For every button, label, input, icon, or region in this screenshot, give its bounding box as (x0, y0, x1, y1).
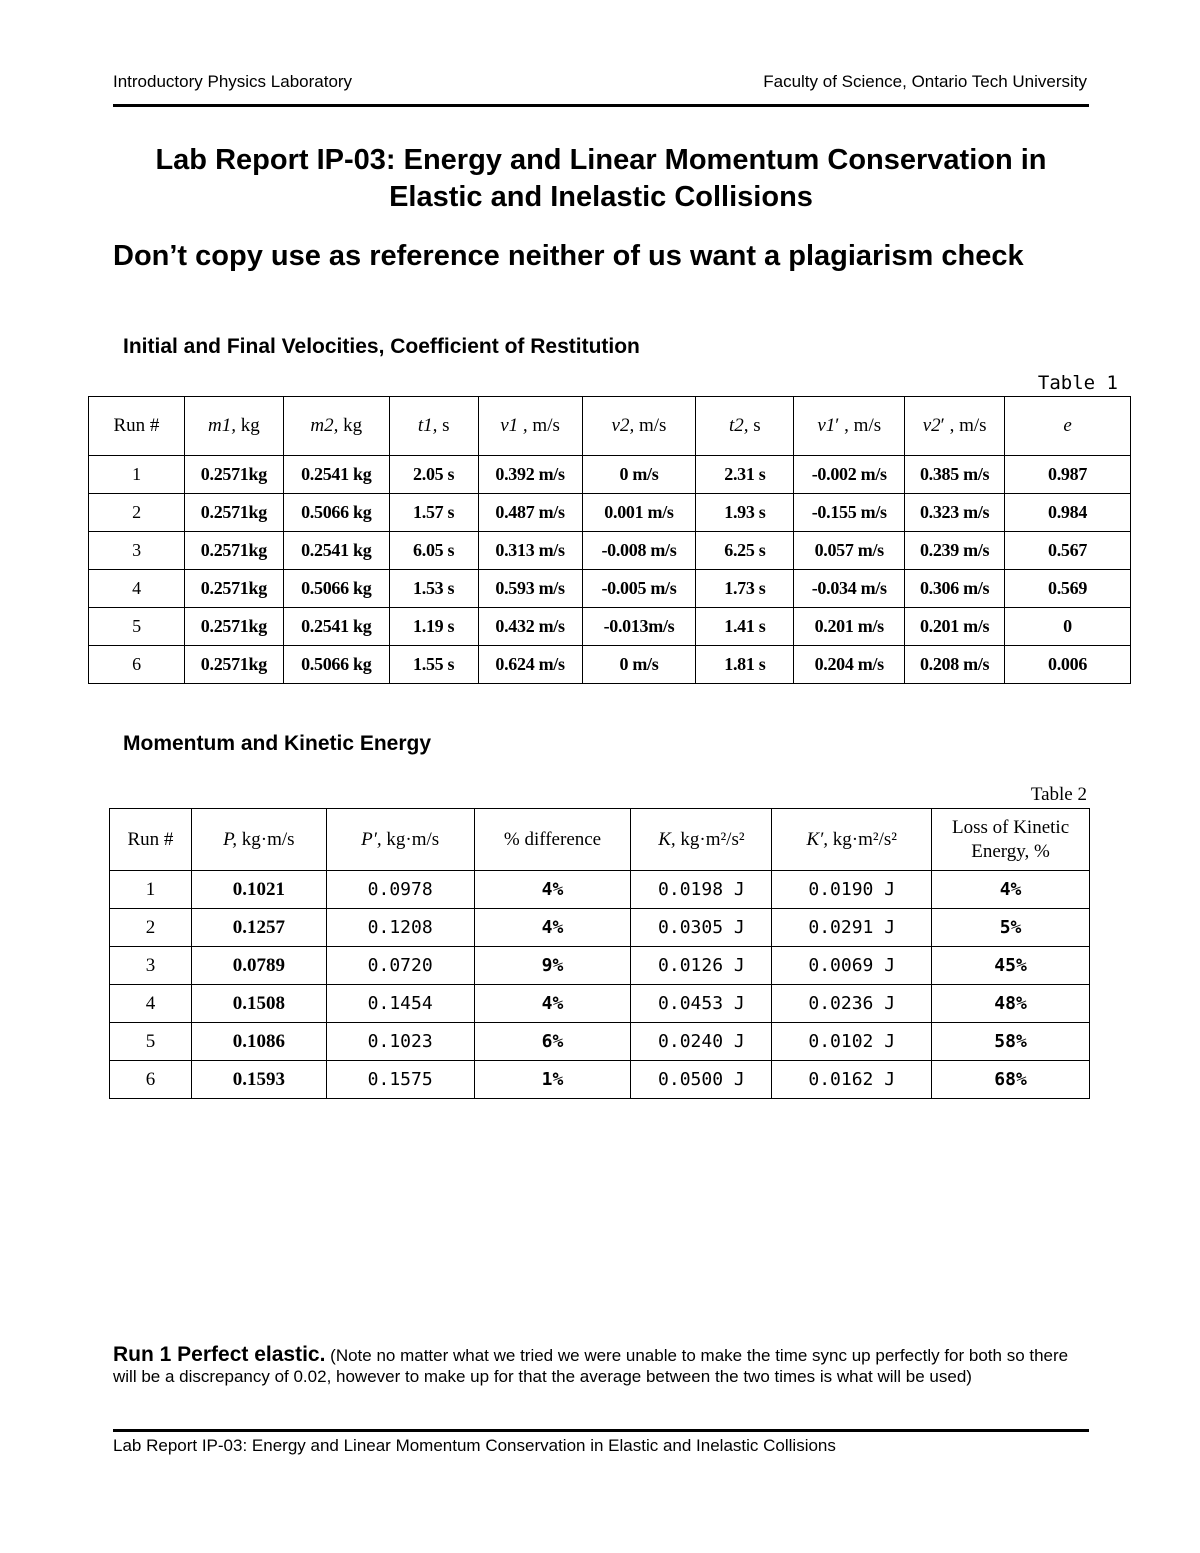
cell-v1-final: 0.204 m/s (794, 646, 905, 684)
cell-m2: 0.2541 kg (283, 608, 389, 646)
table-row (89, 532, 1131, 570)
cell-percent-difference: 9% (474, 947, 631, 985)
cell-loss: 68% (932, 1061, 1090, 1099)
footer-rule (113, 1429, 1089, 1432)
cell-m1: 0.2571kg (184, 456, 283, 494)
cell-run: 6 (110, 1061, 192, 1099)
cell-v2-final: 0.208 m/s (905, 646, 1005, 684)
cell-v2-final: 0.323 m/s (905, 494, 1005, 532)
cell-v1-final: 0.057 m/s (794, 532, 905, 570)
cell-run: 5 (110, 1023, 192, 1061)
header-loss: Loss of Kinetic Energy, % (932, 809, 1090, 871)
cell-run: 1 (110, 871, 192, 909)
cell-run: 4 (110, 985, 192, 1023)
cell-loss: 48% (932, 985, 1090, 1023)
cell-p-final: 0.1208 (326, 909, 474, 947)
header-run: Run # (89, 397, 185, 456)
cell-e: 0 (1005, 608, 1131, 646)
header-k-final: K′, kg·m²/s² (772, 809, 932, 871)
velocities-table (88, 396, 1131, 684)
cell-t2: 2.31 s (696, 456, 794, 494)
cell-m2: 0.2541 kg (283, 532, 389, 570)
cell-v2-final: 0.239 m/s (905, 532, 1005, 570)
cell-loss: 58% (932, 1023, 1090, 1061)
cell-v1: 0.392 m/s (478, 456, 582, 494)
cell-e: 0.006 (1005, 646, 1131, 684)
header-run: Run # (110, 809, 192, 871)
cell-v1: 0.593 m/s (478, 570, 582, 608)
cell-k: 0.0198 J (631, 871, 772, 909)
section-heading-momentum: Momentum and Kinetic Energy (123, 732, 432, 755)
table-row (110, 1061, 1090, 1099)
cell-v1-final: 0.201 m/s (794, 608, 905, 646)
cell-run: 3 (110, 947, 192, 985)
cell-loss: 4% (932, 871, 1090, 909)
table-row (110, 985, 1090, 1023)
table2-caption: Table 2 (1030, 784, 1087, 805)
cell-run: 2 (89, 494, 185, 532)
cell-run: 6 (89, 646, 185, 684)
cell-v1-final: -0.034 m/s (794, 570, 905, 608)
cell-v2: -0.013m/s (582, 608, 696, 646)
cell-m1: 0.2571kg (184, 646, 283, 684)
cell-v1: 0.313 m/s (478, 532, 582, 570)
table-row (110, 1023, 1090, 1061)
cell-t2: 1.41 s (696, 608, 794, 646)
cell-v2: 0 m/s (582, 646, 696, 684)
header-v1-final: v1′ , m/s (794, 397, 905, 456)
run1-heading: Run 1 Perfect elastic. (113, 1343, 326, 1366)
cell-k-final: 0.0190 J (772, 871, 932, 909)
cell-run: 2 (110, 909, 192, 947)
header-e: e (1005, 397, 1131, 456)
cell-run: 4 (89, 570, 185, 608)
cell-k: 0.0126 J (631, 947, 772, 985)
cell-p-final: 0.1454 (326, 985, 474, 1023)
cell-k-final: 0.0162 J (772, 1061, 932, 1099)
footer-text: Lab Report IP-03: Energy and Linear Momentum Conservation in Elastic and Inelastic Collisions (113, 1436, 836, 1455)
subtitle: Don’t copy use as reference neither of us want a plagiarism check (113, 240, 1024, 272)
cell-v1-final: -0.002 m/s (794, 456, 905, 494)
cell-k: 0.0453 J (631, 985, 772, 1023)
cell-t2: 6.25 s (696, 532, 794, 570)
cell-k-final: 0.0291 J (772, 909, 932, 947)
cell-percent-difference: 6% (474, 1023, 631, 1061)
cell-v2-final: 0.385 m/s (905, 456, 1005, 494)
cell-k: 0.0500 J (631, 1061, 772, 1099)
table-row (89, 608, 1131, 646)
header-percent-difference: % difference (474, 809, 631, 871)
cell-t1: 1.57 s (389, 494, 478, 532)
table-row (110, 871, 1090, 909)
header-rule (113, 104, 1089, 107)
cell-p: 0.1021 (191, 871, 326, 909)
table2-header-row (110, 809, 1090, 871)
momentum-energy-table (109, 808, 1090, 1099)
cell-percent-difference: 1% (474, 1061, 631, 1099)
cell-k: 0.0240 J (631, 1023, 772, 1061)
cell-p: 0.0789 (191, 947, 326, 985)
table-row (89, 456, 1131, 494)
header-m1: m1, kg (184, 397, 283, 456)
cell-v1-final: -0.155 m/s (794, 494, 905, 532)
cell-loss: 45% (932, 947, 1090, 985)
cell-loss: 5% (932, 909, 1090, 947)
cell-p-final: 0.0978 (326, 871, 474, 909)
cell-percent-difference: 4% (474, 909, 631, 947)
table-row (110, 909, 1090, 947)
cell-t2: 1.93 s (696, 494, 794, 532)
cell-v2: -0.008 m/s (582, 532, 696, 570)
header-v2-final: v2′ , m/s (905, 397, 1005, 456)
cell-v2-final: 0.306 m/s (905, 570, 1005, 608)
cell-v1: 0.432 m/s (478, 608, 582, 646)
cell-k-final: 0.0102 J (772, 1023, 932, 1061)
cell-m2: 0.5066 kg (283, 646, 389, 684)
run1-note-text: (Note no matter what we tried we were unable to make the time sync up perfectly for both so there will be a discrepancy of 0.02, however to make up for that the average between the two times is what will be used) (113, 1346, 1069, 1386)
header-right: Faculty of Science, Ontario Tech University (763, 72, 1087, 91)
table-row (110, 947, 1090, 985)
header-left: Introductory Physics Laboratory (113, 72, 353, 91)
header-p-final: P′, kg·m/s (326, 809, 474, 871)
cell-t1: 1.53 s (389, 570, 478, 608)
cell-k: 0.0305 J (631, 909, 772, 947)
cell-p: 0.1257 (191, 909, 326, 947)
cell-t2: 1.73 s (696, 570, 794, 608)
cell-m2: 0.5066 kg (283, 494, 389, 532)
cell-k-final: 0.0069 J (772, 947, 932, 985)
cell-m1: 0.2571kg (184, 608, 283, 646)
table-row (89, 646, 1131, 684)
cell-m1: 0.2571kg (184, 532, 283, 570)
cell-v2-final: 0.201 m/s (905, 608, 1005, 646)
cell-run: 1 (89, 456, 185, 494)
table1-header-row (89, 397, 1131, 456)
table-row (89, 494, 1131, 532)
cell-m2: 0.2541 kg (283, 456, 389, 494)
cell-run: 5 (89, 608, 185, 646)
header-v2: v2, m/s (582, 397, 696, 456)
cell-p: 0.1508 (191, 985, 326, 1023)
run1-note (113, 1344, 1089, 1387)
title-line-1: Lab Report IP-03: Energy and Linear Momentum Conservation in (155, 144, 1047, 176)
header-t1: t1, s (389, 397, 478, 456)
cell-m2: 0.5066 kg (283, 570, 389, 608)
cell-e: 0.569 (1005, 570, 1131, 608)
cell-run: 3 (89, 532, 185, 570)
table1-caption: Table 1 (1037, 372, 1118, 394)
cell-v1: 0.624 m/s (478, 646, 582, 684)
cell-p-final: 0.0720 (326, 947, 474, 985)
cell-e: 0.984 (1005, 494, 1131, 532)
header-m2: m2, kg (283, 397, 389, 456)
section-heading-velocities: Initial and Final Velocities, Coefficient of Restitution (123, 335, 640, 358)
cell-p-final: 0.1575 (326, 1061, 474, 1099)
cell-t2: 1.81 s (696, 646, 794, 684)
cell-p: 0.1593 (191, 1061, 326, 1099)
cell-v2: 0.001 m/s (582, 494, 696, 532)
cell-percent-difference: 4% (474, 985, 631, 1023)
cell-e: 0.567 (1005, 532, 1131, 570)
cell-percent-difference: 4% (474, 871, 631, 909)
cell-v2: 0 m/s (582, 456, 696, 494)
cell-t1: 2.05 s (389, 456, 478, 494)
header-v1: v1 , m/s (478, 397, 582, 456)
cell-p: 0.1086 (191, 1023, 326, 1061)
table-row (89, 570, 1131, 608)
cell-v1: 0.487 m/s (478, 494, 582, 532)
title-line-2: Elastic and Inelastic Collisions (389, 181, 813, 213)
cell-t1: 6.05 s (389, 532, 478, 570)
cell-p-final: 0.1023 (326, 1023, 474, 1061)
header-p: P, kg·m/s (191, 809, 326, 871)
cell-k-final: 0.0236 J (772, 985, 932, 1023)
cell-e: 0.987 (1005, 456, 1131, 494)
cell-t1: 1.19 s (389, 608, 478, 646)
header-k: K, kg·m²/s² (631, 809, 772, 871)
cell-m1: 0.2571kg (184, 570, 283, 608)
cell-t1: 1.55 s (389, 646, 478, 684)
cell-m1: 0.2571kg (184, 494, 283, 532)
header-t2: t2, s (696, 397, 794, 456)
cell-v2: -0.005 m/s (582, 570, 696, 608)
page-title (113, 142, 1089, 216)
